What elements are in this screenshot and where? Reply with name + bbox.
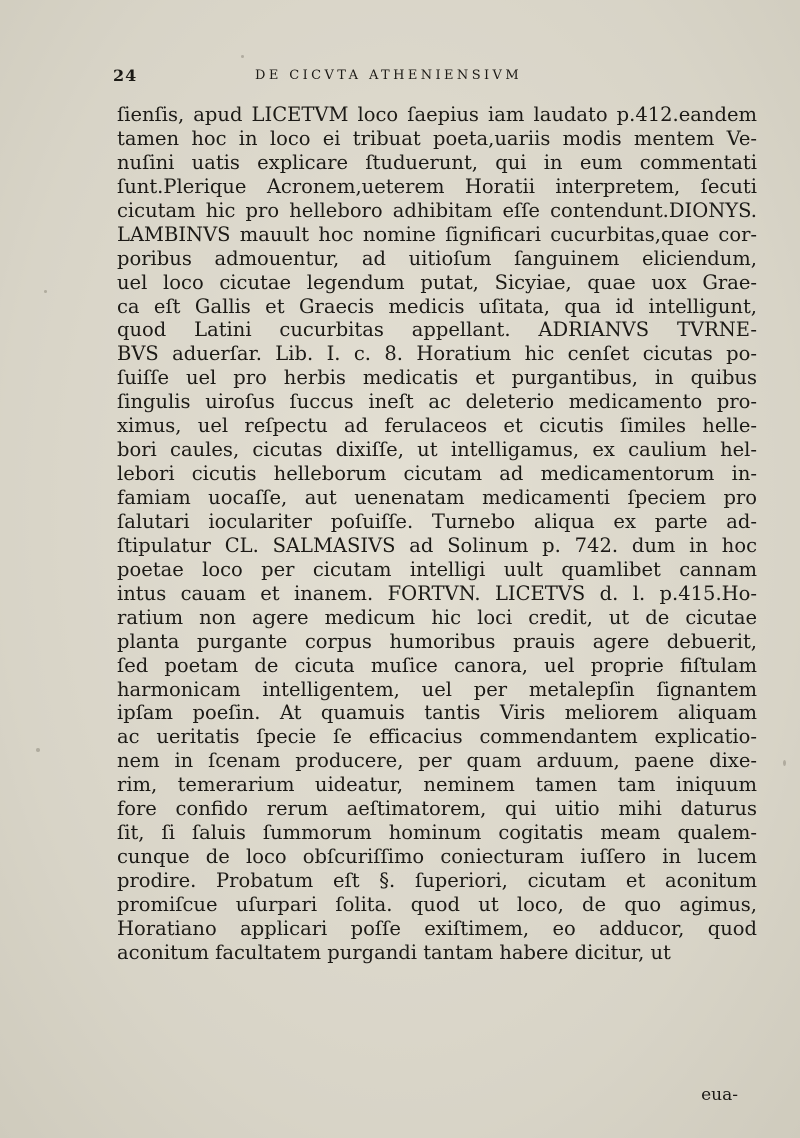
text-line: poribus admouentur, ad uitioſum ſanguinem eliciendum, [117,246,757,270]
text-line: ca eſt Gallis et Graecis medicis uſitata, qua id intelligunt, [117,294,757,318]
running-head: DE CICVTA ATHENIENSIVM [255,68,523,83]
text-line: planta purgante corpus humoribus prauis agere debuerit, [117,629,757,653]
page-number: 24 [113,66,138,85]
text-line: ſalutari ioculariter poſuiſſe. Turnebo aliqua ex parte ad- [117,509,757,533]
text-line: cicutam hic pro helleboro adhibitam eſſe contendunt.DIONYS. [117,198,757,222]
catchword: eua- [701,1085,738,1105]
text-line: promiſcue uſurpari ſolita. quod ut loco, de quo agimus, [117,892,757,916]
text-line: rim, temerarium uideatur, neminem tamen tam iniquum [117,773,757,797]
text-line: intus cauam et inanem. FORTVN. LICETVS d. l. p.415.Ho- [117,581,757,605]
text-line: quod Latini cucurbitas appellant. ADRIANVS TVRNE- [117,318,757,342]
text-line: ſunt.Plerique Acronem,ueterem Horatii interpretem, ſecuti [117,174,757,198]
text-line: ac ueritatis ſpecie ſe efficacius commendantem explicatio- [117,725,757,749]
text-line: tamen hoc in loco ei tribuat poeta,uariis modis mentem Ve- [117,126,757,150]
text-line: bori caules, cicutas dixiſſe, ut intelligamus, ex caulium hel- [117,438,757,462]
text-line: aconitum facultatem purgandi tantam habere dicitur, ut [117,940,671,964]
text-line: BVS aduerſar. Lib. I. c. 8. Horatium hic cenſet cicutas po- [117,342,757,366]
text-line: harmonicam intelligentem, uel per metalepſin ſignantem [117,677,757,701]
text-line: nuſini uatis explicare ſtuduerunt, qui in eum commentati [117,150,757,174]
text-line: fore confido rerum aeſtimatorem, qui uitio mihi daturus [117,797,757,821]
text-line: ratium non agere medicum hic loci credit, ut de cicutae [117,605,757,629]
text-line: ipſam poeſin. At quamuis tantis Viris meliorem aliquam [117,701,757,725]
text-line: uel loco cicutae legendum putat, Sicyiae, quae uox Grae- [117,270,757,294]
text-line: nem in ſcenam producere, per quam arduum, paene dixe- [117,749,757,773]
text-line: poetae loco per cicutam intelligi uult quamlibet cannam [117,557,757,581]
text-line: ſingulis uiroſus ſuccus ineſt ac deleterio medicamento pro- [117,390,757,414]
text-line: LAMBINVS mauult hoc nomine ſignificari cucurbitas,quae cor- [117,222,757,246]
text-line: ſit, ſi ſaluis ſummorum hominum cogitatis meam qualem- [117,821,757,845]
text-line: Horatiano applicari poſſe exiſtimem, eo adducor, quod [117,916,757,940]
page-header [113,66,753,90]
text-line: cunque de loco obſcuriſſimo coniecturam iuſſero in lucem [117,845,757,869]
text-line: famiam uocaſſe, aut uenenatam medicamenti ſpeciem pro [117,486,757,509]
text-line: ſtipulatur CL. SALMASIVS ad Solinum p. 742. dum in hoc [117,533,757,557]
body-text [117,103,757,965]
text-line: ſienſis, apud LICETVM loco ſaepius iam laudato p.412.eandem [117,103,757,126]
text-line: prodire. Probatum eſt §. ſuperiori, cicutam et aconitum [117,869,757,892]
text-line: ſed poetam de cicuta muſice canora, uel proprie fiſtulam [117,653,757,677]
text-line: ſuiſſe uel pro herbis medicatis et purgantibus, in quibus [117,366,757,390]
text-line: lebori cicutis helleborum cicutam ad medicamentorum in- [117,462,757,486]
text-line: ximus, uel reſpectu ad ferulaceos et cicutis ſimiles helle- [117,414,757,438]
